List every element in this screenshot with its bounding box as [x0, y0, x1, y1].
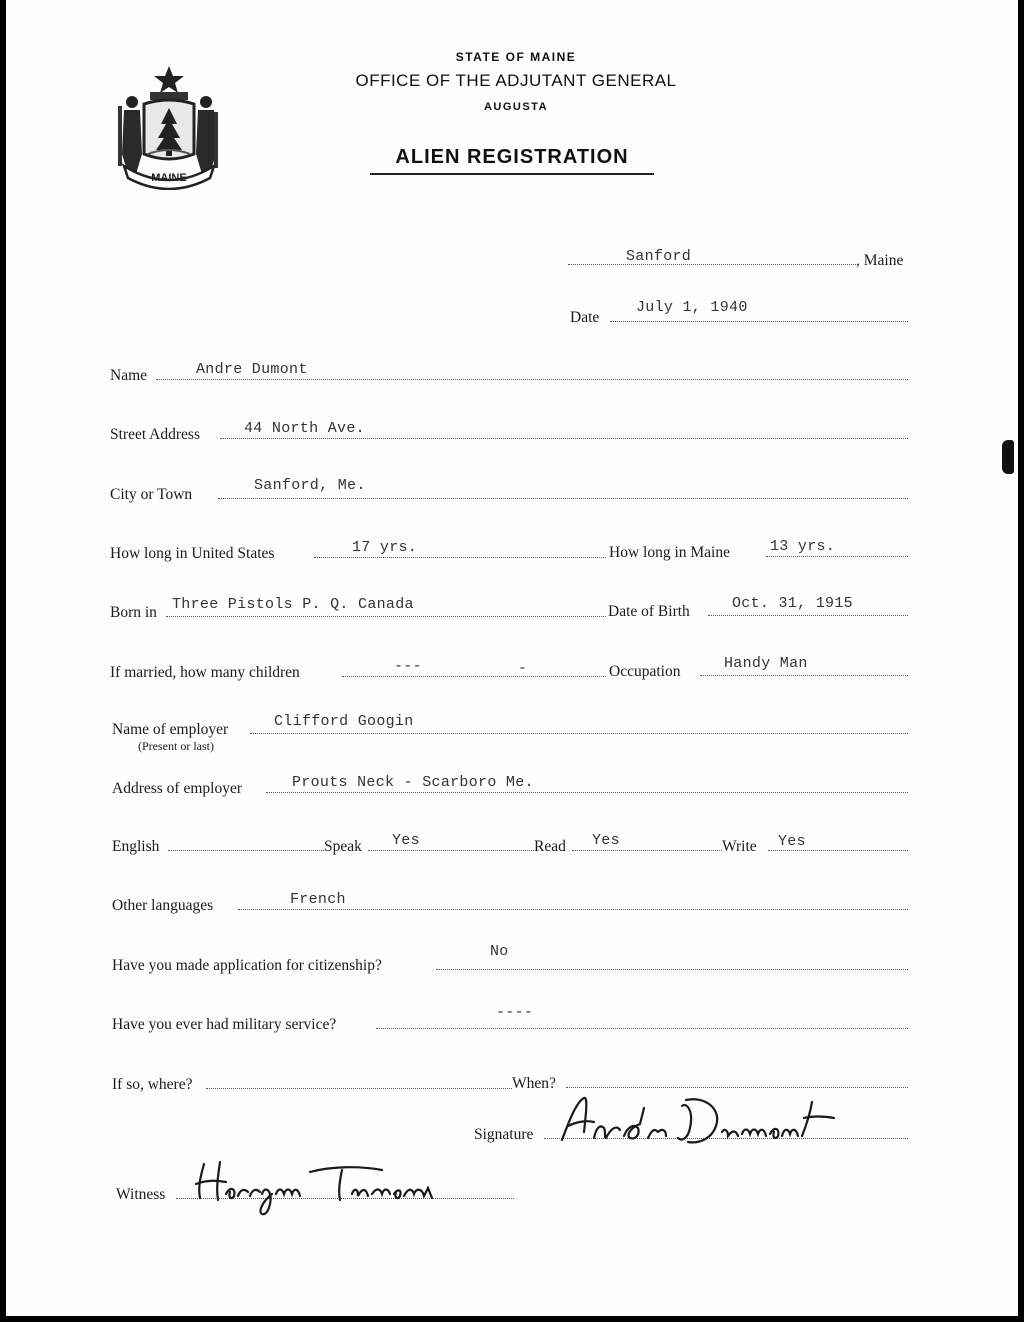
applicant-signature [554, 1088, 844, 1152]
children-label: If married, how many children [110, 664, 300, 681]
date-of-birth-field-line [708, 615, 908, 616]
form-title: ALIEN REGISTRATION [370, 146, 654, 175]
seal-lettering: MAINE [151, 172, 187, 184]
name-field-line [156, 379, 908, 380]
how-long-maine-field-line [766, 556, 908, 557]
city-label: City or Town [110, 486, 193, 503]
scan-edge-mark [1002, 440, 1014, 474]
english-field-line [168, 850, 324, 851]
city-field-line [218, 498, 908, 499]
street-label: Street Address [110, 426, 200, 443]
street-field-line [220, 438, 908, 439]
town-field-line [568, 264, 856, 265]
name-value: Andre Dumont [196, 361, 308, 378]
how-long-maine-label: How long in Maine [609, 544, 730, 561]
read-value: Yes [592, 832, 620, 849]
born-in-value: Three Pistols P. Q. Canada [172, 596, 414, 613]
write-label: Write [722, 838, 757, 855]
military-field-line [376, 1028, 908, 1029]
if-so-where-field-line [206, 1088, 512, 1089]
office-heading: OFFICE OF THE ADJUTANT GENERAL [355, 71, 677, 90]
write-field-line [768, 850, 908, 851]
city-heading: AUGUSTA [483, 101, 549, 113]
write-value: Yes [778, 833, 806, 850]
how-long-maine-value: 13 yrs. [770, 538, 836, 555]
street-value: 44 North Ave. [244, 420, 365, 437]
employer-address-field-line [266, 792, 908, 793]
citizenship-field-line [436, 969, 908, 970]
children-mark: - [518, 660, 528, 677]
read-label: Read [534, 838, 566, 855]
signature-label: Signature [474, 1126, 534, 1143]
military-label: Have you ever had military service? [112, 1016, 337, 1033]
occupation-label: Occupation [609, 663, 681, 680]
employer-name-label: Name of employer [112, 721, 229, 738]
date-label: Date [570, 309, 600, 326]
speak-field-line [368, 850, 534, 851]
date-of-birth-label: Date of Birth [608, 603, 690, 620]
when-label: When? [512, 1075, 556, 1092]
citizenship-label: Have you made application for citizenship? [112, 957, 382, 974]
how-long-us-value: 17 yrs. [352, 539, 418, 556]
children-value: --- [394, 658, 422, 675]
witness-signature [192, 1158, 512, 1218]
maine-suffix-label: , Maine [856, 252, 904, 269]
children-field-line [342, 676, 606, 677]
born-in-label: Born in [110, 604, 157, 621]
date-of-birth-value: Oct. 31, 1915 [732, 595, 853, 612]
other-languages-value: French [290, 891, 346, 908]
if-so-where-label: If so, where? [112, 1076, 193, 1093]
speak-label: Speak [324, 838, 362, 855]
read-field-line [572, 850, 722, 851]
city-value: Sanford, Me. [254, 477, 366, 494]
occupation-field-line [700, 675, 908, 676]
employer-name-field-line [250, 733, 908, 734]
how-long-us-field-line [314, 557, 606, 558]
town-value: Sanford [626, 248, 692, 265]
other-languages-label: Other languages [112, 897, 214, 914]
employer-name-value: Clifford Googin [274, 713, 414, 730]
state-heading: STATE OF MAINE [455, 50, 577, 64]
date-field-line [610, 321, 908, 322]
witness-label: Witness [116, 1186, 166, 1203]
citizenship-value: No [490, 943, 509, 960]
born-in-field-line [166, 616, 606, 617]
how-long-us-label: How long in United States [110, 545, 275, 562]
name-label: Name [110, 367, 148, 384]
english-label: English [112, 838, 160, 855]
military-value: ---- [496, 1004, 534, 1021]
speak-value: Yes [392, 832, 420, 849]
registration-form-page [6, 0, 1018, 1316]
employer-address-value: Prouts Neck - Scarboro Me. [292, 774, 534, 791]
other-languages-field-line [238, 909, 908, 910]
employer-address-label: Address of employer [112, 780, 242, 797]
date-value: July 1, 1940 [636, 299, 748, 316]
employer-name-sublabel: (Present or last) [138, 739, 214, 753]
occupation-value: Handy Man [724, 655, 808, 672]
